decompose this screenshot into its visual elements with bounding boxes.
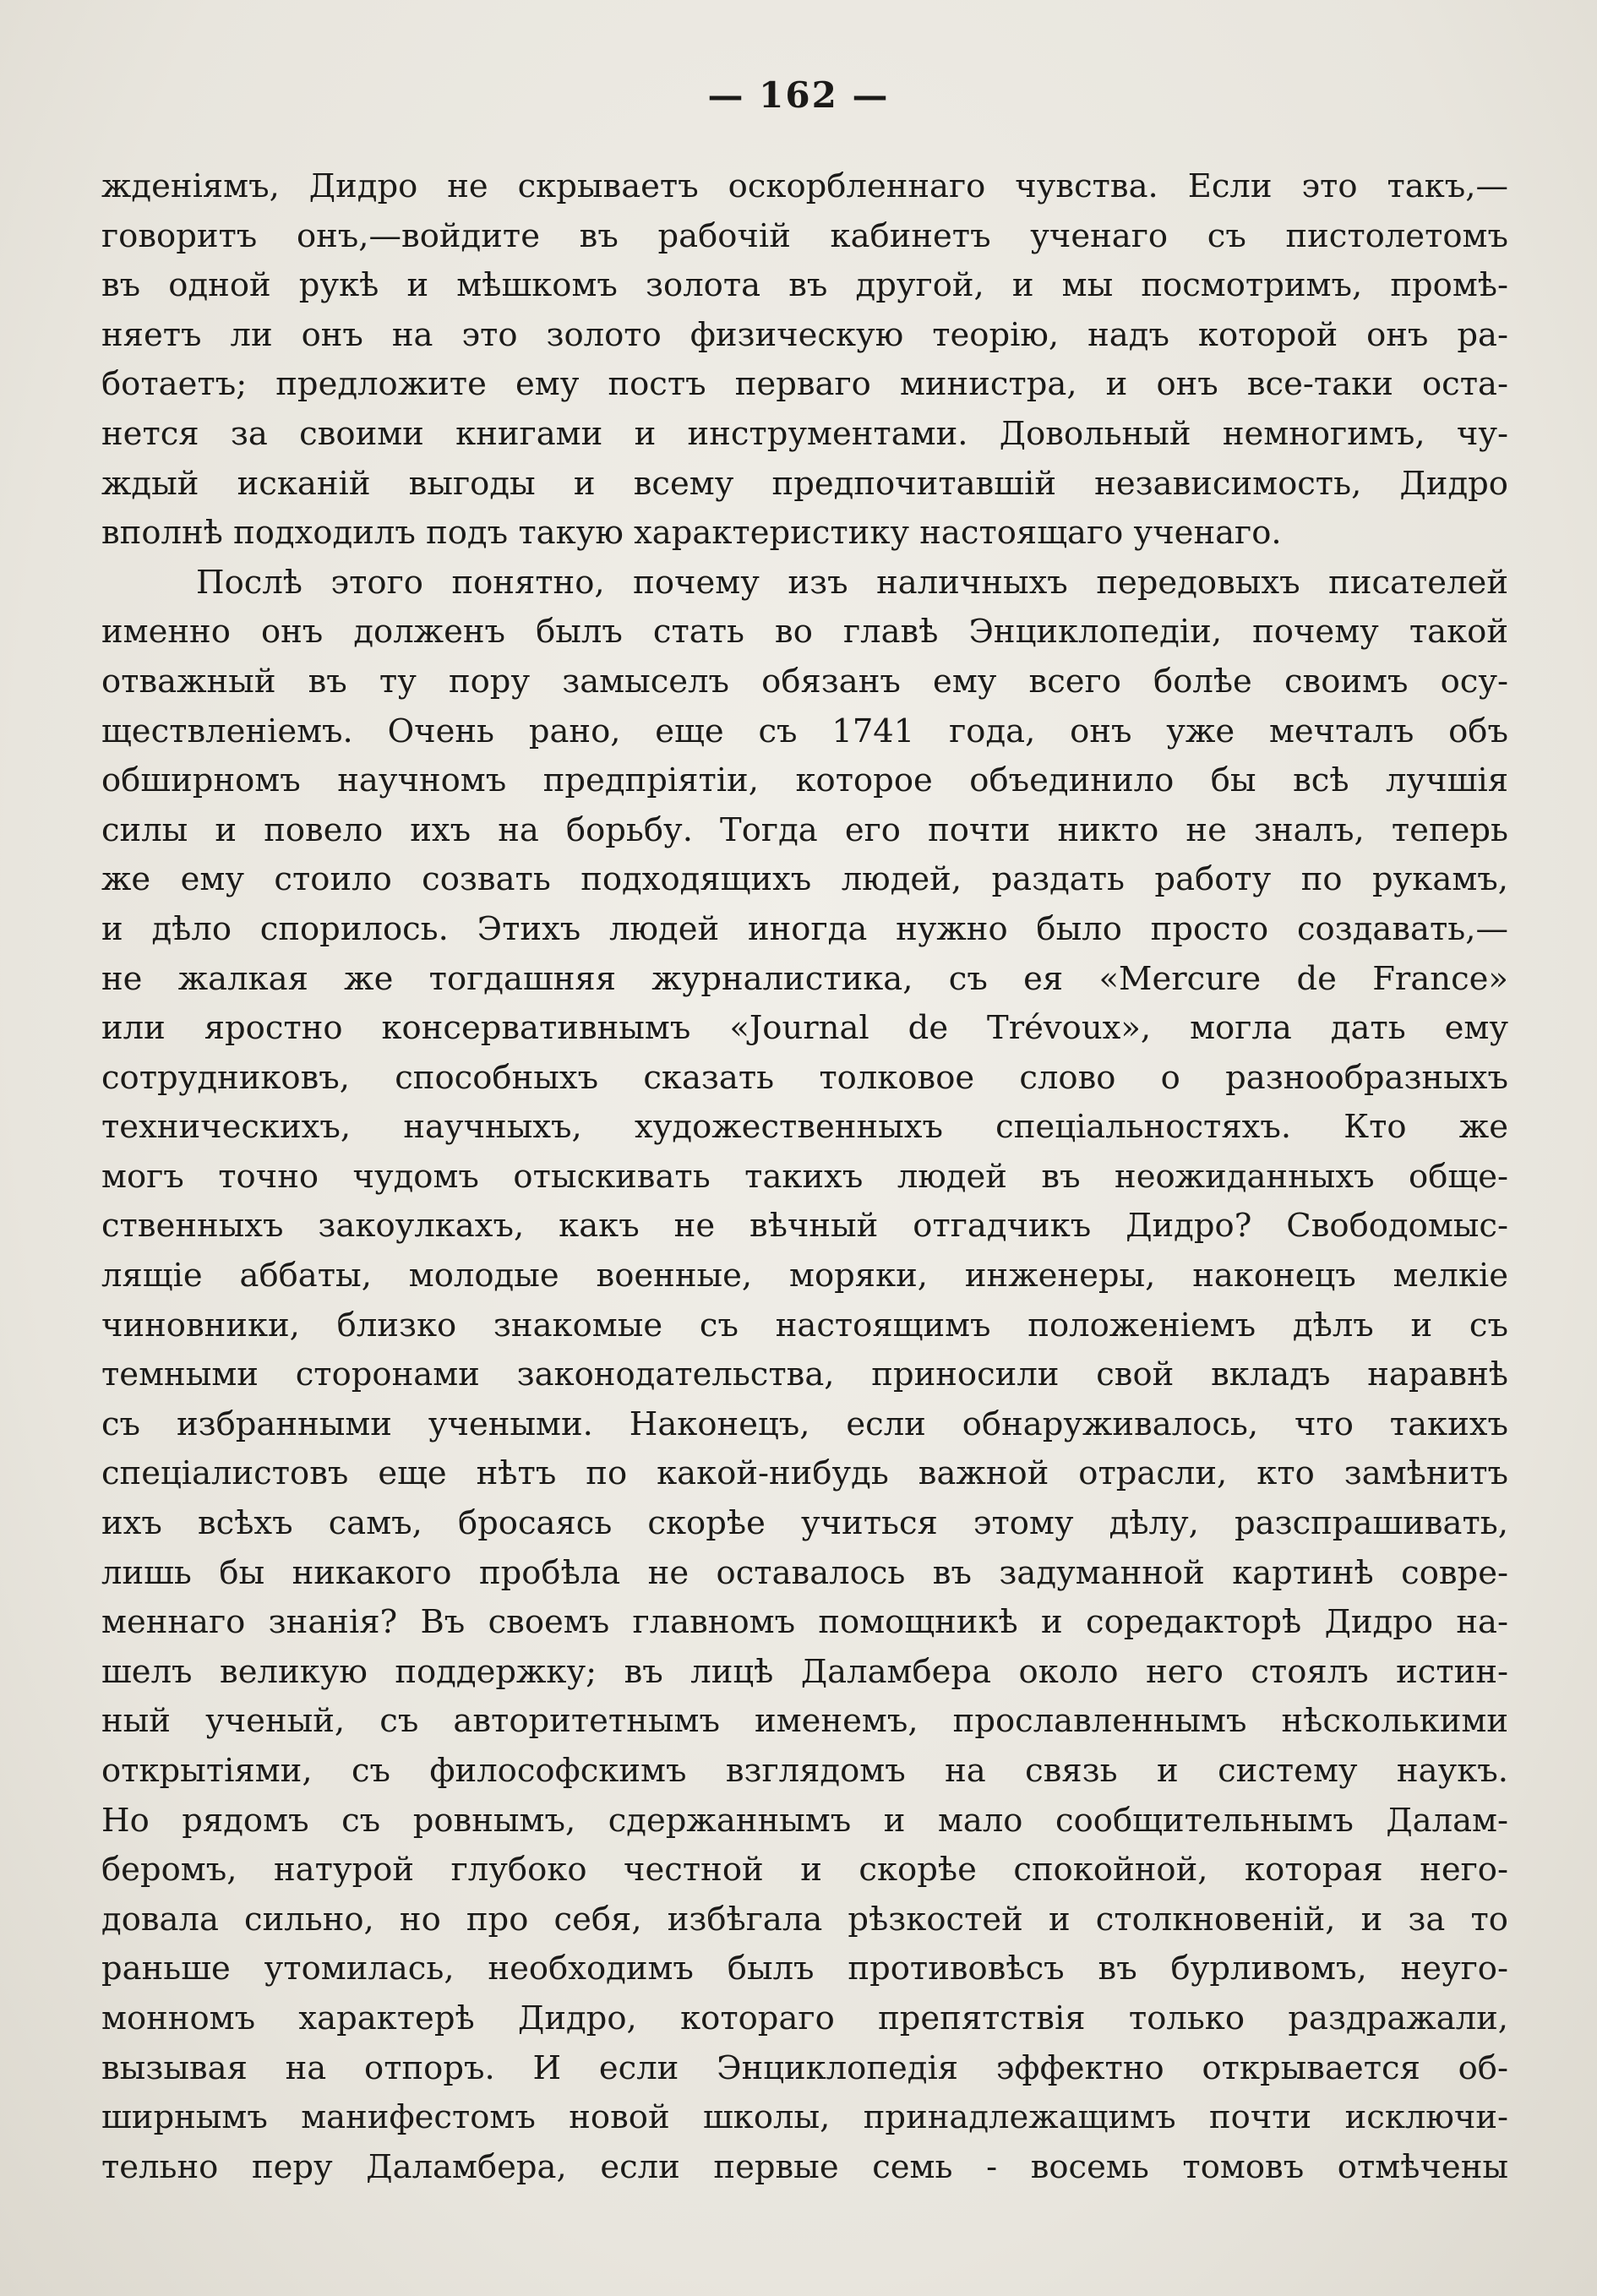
text-line: спеціалистовъ еще нѣтъ по какой-нибудь важной отрасли, кто замѣнитъ	[101, 1454, 1508, 1493]
text-line: силы и повело ихъ на борьбу. Тогда его почти никто не зналъ, теперь	[101, 810, 1508, 849]
body-text	[101, 162, 1508, 2192]
text-line: беромъ, натурой глубоко честной и скорѣе спокойной, которая него-	[101, 1851, 1508, 1890]
text-line: лящіе аббаты, молодые военные, моряки, инженеры, наконецъ мелкіе	[101, 1257, 1508, 1295]
text-line: или яростно консервативнымъ «Journal de Trévoux», могла дать ему	[101, 1009, 1508, 1048]
text-line: жденіямъ, Дидро не скрываетъ оскорбленнаго чувства. Если это такъ,—	[101, 167, 1508, 205]
text-line: ихъ всѣхъ самъ, бросаясь скорѣе учиться этому дѣлу, разспрашивать,	[101, 1504, 1508, 1543]
text-line: монномъ характерѣ Дидро, котораго препятствія только раздражали,	[101, 1999, 1508, 2037]
text-line: и дѣло спорилось. Этихъ людей иногда нужно было просто создавать,—	[101, 909, 1508, 948]
text-line: могъ точно чудомъ отыскивать такихъ людей въ неожиданныхъ обще-	[101, 1157, 1508, 1196]
text-line: Но рядомъ съ ровнымъ, сдержаннымъ и мало сообщительнымъ Далам-	[101, 1801, 1508, 1840]
text-line: ственныхъ закоулкахъ, какъ не вѣчный отгадчикъ Дидро? Свободомыс-	[101, 1207, 1508, 1246]
text-line: чиновники, близко знакомые съ настоящимъ положеніемъ дѣлъ и съ	[101, 1306, 1508, 1344]
text-line: ществленіемъ. Очень рано, еще съ 1741 года, онъ уже мечталъ объ	[101, 712, 1508, 750]
text-line: отважный въ ту пору замыселъ обязанъ ему всего болѣе своимъ осу-	[101, 662, 1508, 701]
text-line: не жалкая же тогдашняя журналистика, съ ея «Mercure de France»	[101, 959, 1508, 998]
text-line: раньше утомилась, необходимъ былъ противовѣсъ въ бурливомъ, неуго-	[101, 1950, 1508, 1988]
text-line: съ избранными учеными. Наконецъ, если обнаруживалось, что такихъ	[101, 1404, 1508, 1443]
text-line: же ему стоило созвать подходящихъ людей, раздать работу по рукамъ,	[101, 860, 1508, 899]
text-line: ширнымъ манифестомъ новой школы, принадлежащимъ почти исключи-	[101, 2098, 1508, 2137]
text-line: сотрудниковъ, способныхъ сказать толковое слово о разнообразныхъ	[101, 1058, 1508, 1097]
text-line: темными сторонами законодательства, приносили свой вкладъ наравнѣ	[101, 1355, 1508, 1394]
text-line: именно онъ долженъ былъ стать во главѣ Энциклопедіи, почему такой	[101, 613, 1508, 652]
text-line: говоритъ онъ,—войдите въ рабочій кабинетъ ученаго съ пистолетомъ	[101, 216, 1508, 255]
text-line: техническихъ, научныхъ, художественныхъ спеціальностяхъ. Кто же	[101, 1108, 1508, 1147]
text-line: ждый исканій выгоды и всему предпочитавшій независимость, Дидро	[101, 464, 1508, 503]
text-line: лишь бы никакого пробѣла не оставалось въ задуманной картинѣ совре-	[101, 1553, 1508, 1592]
text-line: шелъ великую поддержку; въ лицѣ Даламбера около него стоялъ истин-	[101, 1652, 1508, 1691]
text-line: тельно перу Даламбера, если первые семь - восемь томовъ отмѣчены	[101, 2147, 1508, 2186]
text-line: довала сильно, но про себя, избѣгала рѣзкостей и столкновеній, и за то	[101, 1900, 1508, 1939]
text-line: обширномъ научномъ предпріятіи, которое объединило бы всѣ лучшія	[101, 761, 1508, 800]
text-line: меннаго знанія? Въ своемъ главномъ помощникѣ и соредакторѣ Дидро на-	[101, 1603, 1508, 1642]
text-line: ный ученый, съ авторитетнымъ именемъ, прославленнымъ нѣсколькими	[101, 1702, 1508, 1741]
text-line: Послѣ этого понятно, почему изъ наличныхъ передовыхъ писателей	[196, 563, 1508, 602]
text-line: няетъ ли онъ на это золото физическую теорію, надъ которой онъ ра-	[101, 315, 1508, 354]
text-line: вызывая на отпоръ. И если Энциклопедія эффектно открывается об-	[101, 2048, 1508, 2087]
text-line: вполнѣ подходилъ подъ такую характеристику настоящаго ученаго.	[101, 514, 1282, 553]
page-number: — 162 —	[707, 74, 890, 116]
text-line: нется за своими книгами и инструментами. Довольный немногимъ, чу-	[101, 414, 1508, 453]
text-line: открытіями, съ философскимъ взглядомъ на связь и систему наукъ.	[101, 1752, 1508, 1790]
text-line: ботаетъ; предложите ему постъ перваго министра, и онъ все-таки оста-	[101, 365, 1508, 404]
text-line: въ одной рукѣ и мѣшкомъ золота въ другой, и мы посмотримъ, промѣ-	[101, 266, 1508, 305]
